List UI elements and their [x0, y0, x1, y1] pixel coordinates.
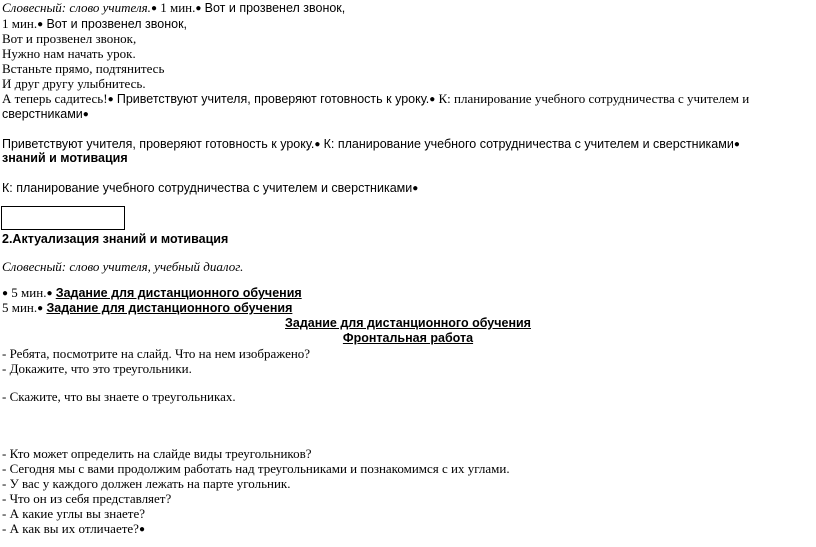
bullet-icon: ● — [412, 183, 419, 194]
line-7 — [2, 91, 749, 107]
line-11 — [2, 180, 418, 196]
method-label: Словесный: слово учителя. — [2, 0, 151, 15]
bullet-icon: ● — [82, 109, 89, 120]
time-label: 1 мин. — [2, 16, 38, 31]
question-line: - У вас у каждого должен лежать на парте угольник. — [2, 476, 291, 491]
poem-line: И друг другу улыбнитесь. — [2, 76, 146, 91]
question-line: - Что он из себя представляет? — [2, 491, 172, 506]
bullet-icon: ● — [733, 139, 740, 150]
center-subtitle: Фронтальная работа — [342, 331, 474, 345]
line-2 — [2, 16, 187, 32]
method-text: Словесный: слово учителя, учебный диалог. — [2, 259, 244, 274]
question-line: - А какие углы вы знаете? — [2, 506, 146, 521]
bullet-icon: ● — [37, 303, 44, 314]
bullet-icon: ● — [138, 524, 145, 535]
line-14 — [2, 285, 302, 301]
question-line: - Кто может определить на слайде виды треугольников? — [2, 446, 312, 461]
empty-table-cell — [1, 206, 125, 230]
time-label: 5 мин. — [11, 285, 47, 300]
line-15 — [2, 300, 292, 316]
question-line: - Сегодня мы с вами продолжим работать над треугольниками и познакомимся с их углами. — [2, 461, 510, 476]
question-line: - Ребята, посмотрите на слайд. Что на нем изображено? — [2, 346, 311, 361]
sit-down-text: А теперь садитесь! — [2, 91, 108, 106]
line-8 — [2, 107, 89, 122]
uud-text: К: планирование учебного сотрудничества с учителем и сверстниками — [323, 137, 734, 151]
question-line-last — [2, 521, 145, 537]
task-link: Задание для дистанционного обучения — [46, 301, 293, 315]
uud-text: К: планирование учебного сотрудничества с учителем и — [438, 91, 750, 106]
task-link: Задание для дистанционного обучения — [55, 286, 302, 300]
uud-text: К: планирование учебного сотрудничества с учителем и сверстниками — [2, 181, 413, 195]
line-1 — [2, 0, 345, 16]
question-text: - А как вы их отличаете? — [2, 521, 139, 536]
poem-line: Вот и прозвенел звонок, — [2, 31, 137, 46]
bullet-icon: ● — [429, 94, 436, 105]
greet-text: Приветствуют учителя, проверяют готовность к уроку. — [2, 137, 315, 151]
bullet-icon: ● — [46, 288, 53, 299]
poem-line: Нужно нам начать урок. — [2, 46, 136, 61]
bullet-icon: ● — [2, 288, 9, 299]
time-label: 5 мин. — [2, 300, 38, 315]
question-line: - Докажите, что это треугольники. — [2, 361, 192, 376]
question-line: - Скажите, что вы знаете о треугольниках. — [2, 389, 236, 404]
section-heading: 2.Актуализация знаний и мотивация — [2, 232, 229, 246]
greet-text: Приветствуют учителя, проверяют готовность к уроку. — [116, 92, 430, 106]
line-9 — [2, 136, 740, 152]
poem-start: Вот и прозвенел звонок, — [46, 17, 188, 31]
center-title: Задание для дистанционного обучения — [285, 316, 531, 330]
poem-start: Вот и прозвенел звонок, — [204, 1, 346, 15]
poem-line: Встаньте прямо, подтянитесь — [2, 61, 165, 76]
bullet-icon: ● — [150, 3, 157, 14]
line-10: знаний и мотивация — [2, 151, 128, 165]
time-label: 1 мин. — [160, 0, 196, 15]
bullet-icon: ● — [314, 139, 321, 150]
bullet-icon: ● — [37, 19, 44, 30]
bullet-icon: ● — [195, 3, 202, 14]
peers-text: сверстниками — [2, 107, 83, 121]
bullet-icon: ● — [107, 94, 114, 105]
